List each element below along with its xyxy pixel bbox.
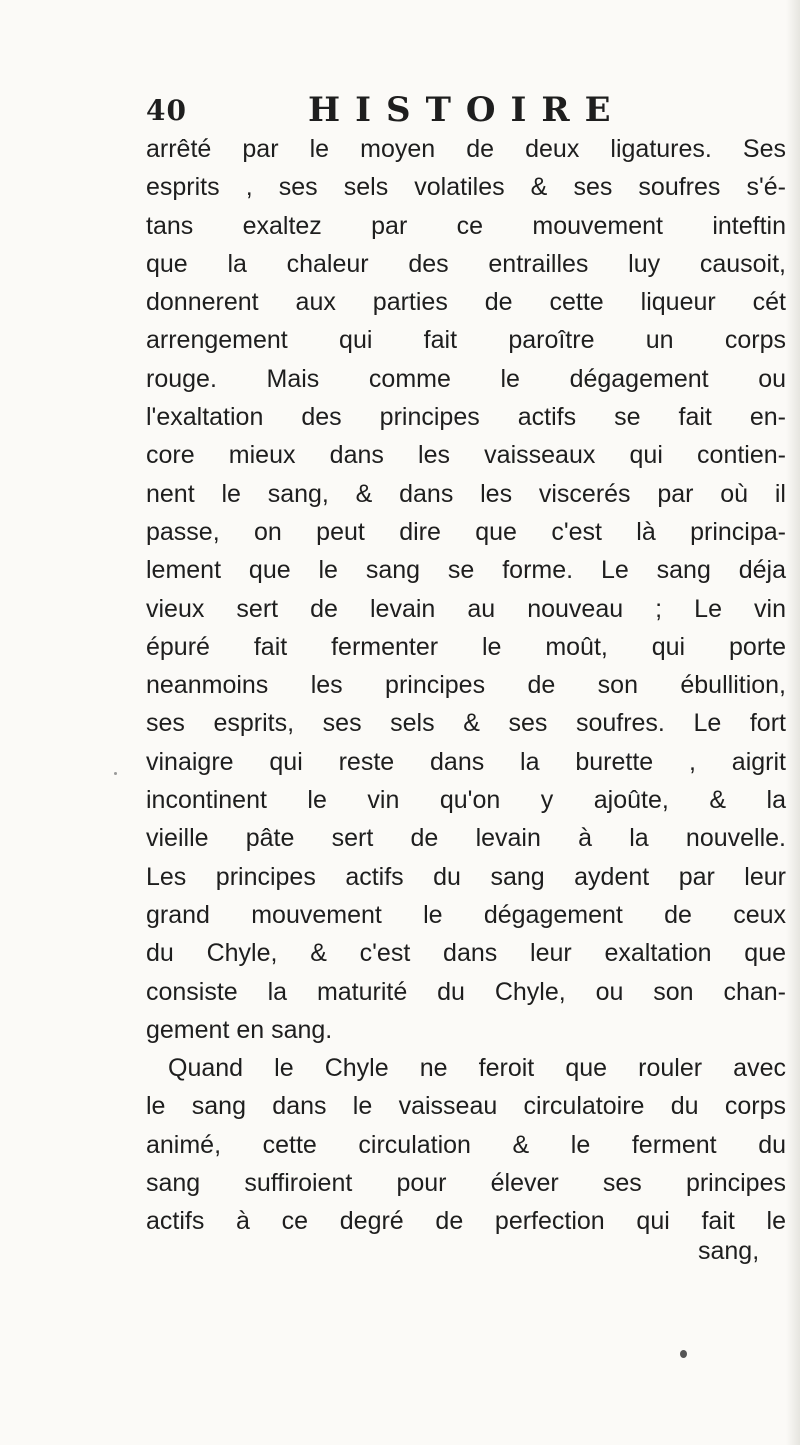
text-line: sang suffiroient pour élever ses principes — [146, 1169, 786, 1198]
running-title: HISTOIRE — [308, 90, 626, 130]
text-line: donnerent aux parties de cette liqueur cét — [146, 288, 786, 317]
text-line: grand mouvement le dégagement de ceux — [146, 900, 786, 929]
page-header — [146, 90, 786, 134]
text-line: actifs à ce degré de perfection qui fait le — [146, 1207, 786, 1236]
text-line: consiste la maturité du Chyle, ou son chan- — [146, 977, 786, 1006]
text-line: nent le sang, & dans les viscerés par où il — [146, 479, 786, 508]
text-line: vieille pâte sert de levain à la nouvelle. — [146, 824, 786, 853]
ink-speck — [680, 1350, 687, 1358]
text-line: animé, cette circulation & le ferment du — [146, 1130, 786, 1159]
text-line: l'exaltation des principes actifs se fait en- — [146, 403, 786, 432]
text-line: le sang dans le vaisseau circulatoire du corps — [146, 1092, 786, 1121]
text-line: arrengement qui fait paroître un corps — [146, 326, 786, 355]
page-number: 40 — [146, 94, 187, 127]
text-line: ses esprits, ses sels & ses soufres. Le fort — [146, 709, 786, 738]
text-line: neanmoins les principes de son ébullition, — [146, 671, 786, 700]
text-line: du Chyle, & c'est dans leur exaltation que — [146, 939, 786, 968]
page-edge-shadow — [786, 0, 800, 1445]
text-line: vinaigre qui reste dans la burette , aigrit — [146, 747, 786, 776]
paragraph-first-line: Quand le Chyle ne feroit que rouler avec — [168, 1054, 786, 1083]
text-line: incontinent le vin qu'on y ajoûte, & la — [146, 786, 786, 815]
text-line: tans exaltez par ce mouvement inteftin — [146, 211, 786, 240]
body-text — [146, 130, 786, 1241]
ink-speck — [114, 772, 117, 775]
catchword: sang, — [698, 1237, 760, 1265]
paragraph-last-line: gement en sang. — [146, 1015, 333, 1044]
text-line: vieux sert de levain au nouveau ; Le vin — [146, 594, 786, 623]
text-line: core mieux dans les vaisseaux qui contien- — [146, 441, 786, 470]
text-line: Les principes actifs du sang aydent par leur — [146, 862, 786, 891]
text-line: lement que le sang se forme. Le sang déja — [146, 556, 786, 585]
text-line: passe, on peut dire que c'est là principa- — [146, 517, 786, 546]
text-line: arrêté par le moyen de deux ligatures. Ses — [146, 135, 786, 163]
text-line: épuré fait fermenter le moût, qui porte — [146, 632, 786, 661]
text-line: que la chaleur des entrailles luy causoit, — [146, 249, 786, 278]
text-line: rouge. Mais comme le dégagement ou — [146, 364, 786, 393]
text-line: esprits , ses sels volatiles & ses soufres s'é- — [146, 173, 786, 202]
